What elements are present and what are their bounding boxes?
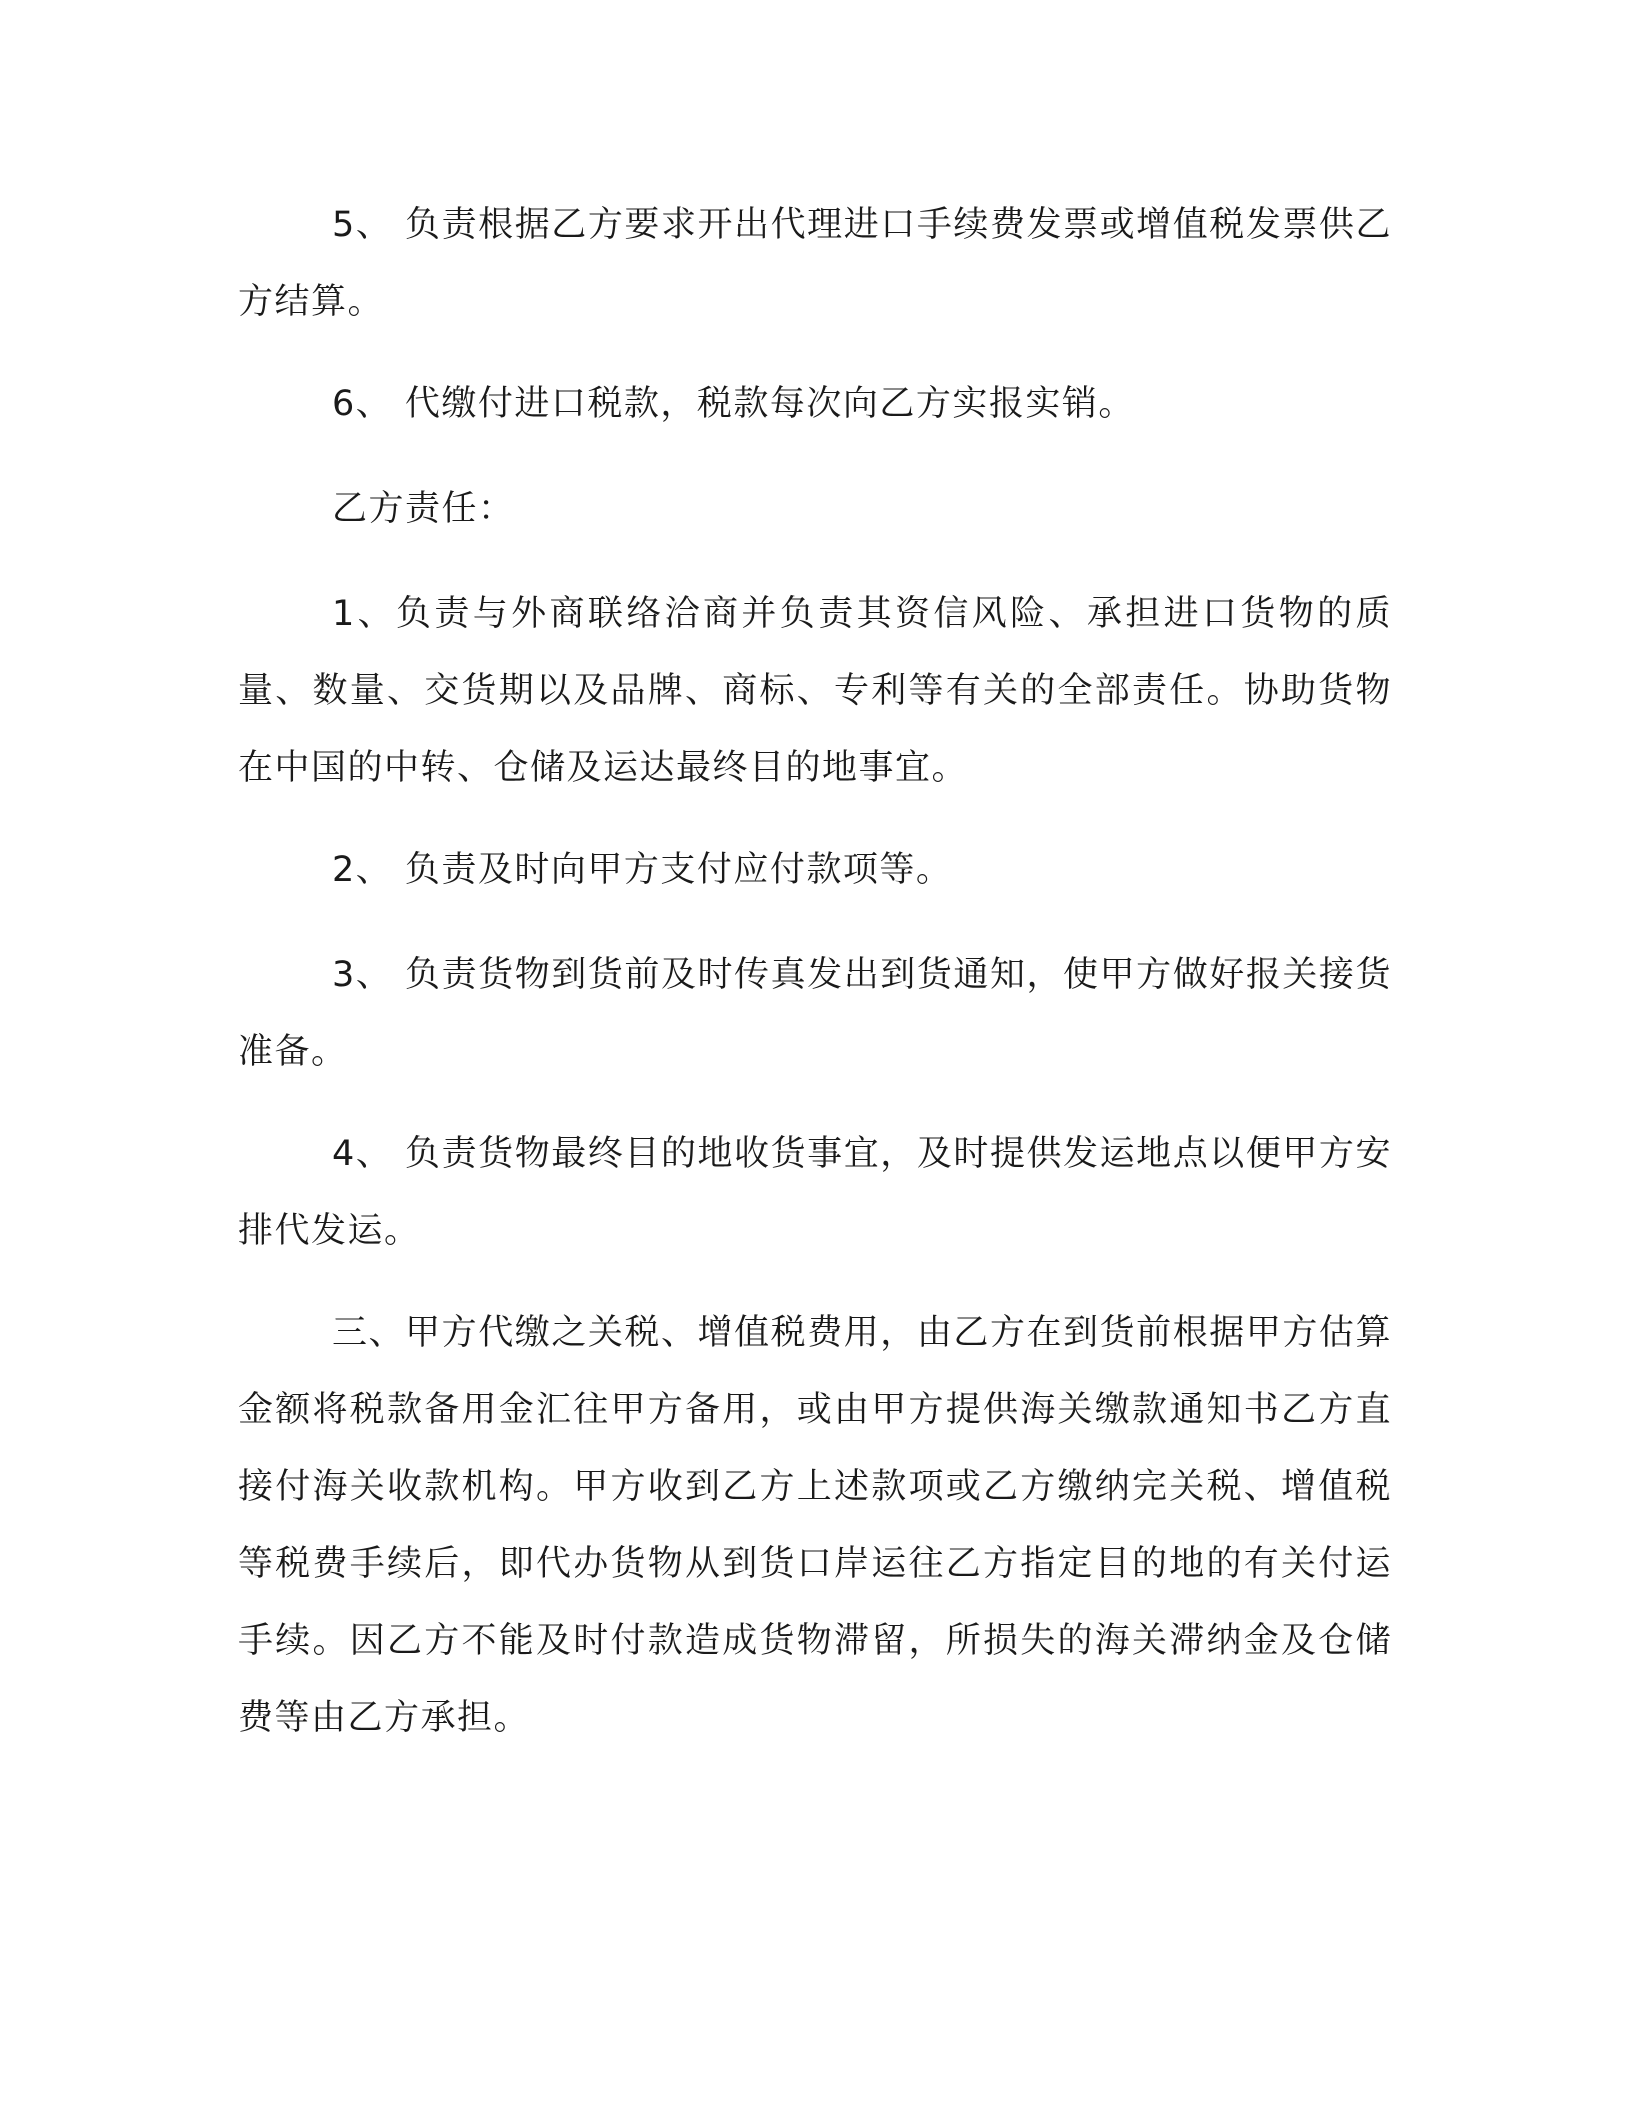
paragraph-party-b-item-4: 4、 负责货物最终目的地收货事宜，及时提供发运地点以便甲方安排代发运。 [238, 1134, 1392, 1251]
section-heading-party-b-responsibility: 乙方责任： [332, 489, 515, 529]
paragraph-section-three: 三、甲方代缴之关税、增值税费用，由乙方在到货前根据甲方估算金额将税款备用金汇往甲方备用，或由甲方提供海关缴款通知书乙方直接付海关收款机构。甲方收到乙方上述款项或乙方缴纳完关税、增值税等税费手续后，即代办货物从到货口岸运往乙方指定目的地的有关付运手续。因乙方不能及时付款造成货物滞留，所损失的海关滞纳金及仓储费等由乙方承担。 [238, 1313, 1392, 1738]
paragraph-party-b-item-2: 2、 负责及时向甲方支付应付款项等。 [332, 850, 953, 890]
paragraph-party-b-item-3: 3、 负责货物到货前及时传真发出到货通知，使甲方做好报关接货准备。 [238, 955, 1392, 1072]
document-body [238, 187, 1392, 1782]
paragraph-party-b-item-1: 1、负责与外商联络洽商并负责其资信风险、承担进口货物的质量、数量、交货期以及品牌、商标、专利等有关的全部责任。协助货物在中国的中转、仓储及运达最终目的地事宜。 [238, 594, 1392, 788]
paragraph-item-6: 6、 代缴付进口税款，税款每次向乙方实报实销。 [332, 384, 1135, 424]
paragraph-item-5: 5、 负责根据乙方要求开出代理进口手续费发票或增值税发票供乙方结算。 [238, 205, 1392, 322]
